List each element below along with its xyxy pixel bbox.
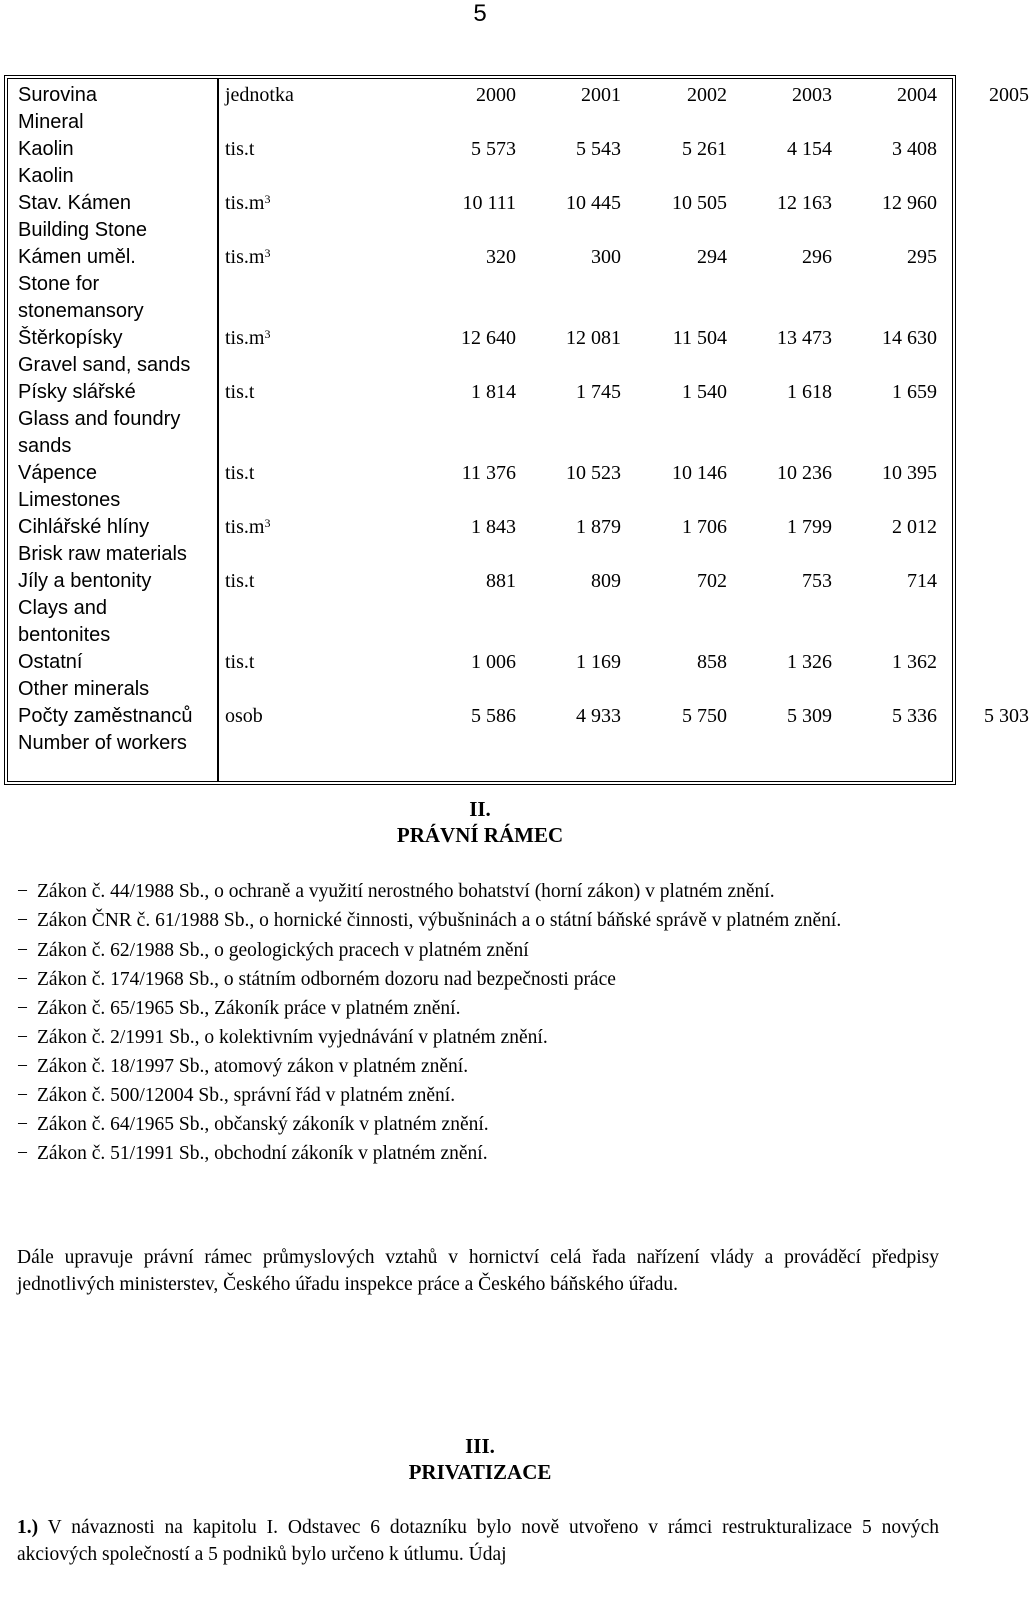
page-number: 5 <box>473 0 487 27</box>
dash-bullet-icon: − <box>17 1027 28 1048</box>
value-cell: 5 261 <box>682 138 727 160</box>
value-cell: 14 630 <box>882 327 937 349</box>
table-row <box>219 703 1029 730</box>
unit-cell <box>225 190 270 217</box>
law-item: − Zákon č. 65/1965 Sb., Zákoník práce v platném znění. <box>17 994 939 1023</box>
value-cell: 13 473 <box>777 327 832 349</box>
mineral-name: Gravel sand, sands <box>18 354 191 376</box>
value-cell: 881 <box>486 570 516 592</box>
table-row <box>219 325 952 352</box>
dash-bullet-icon: − <box>17 1056 28 1077</box>
value-cell: 1 540 <box>682 381 727 403</box>
mineral-name: Kaolin <box>18 138 74 160</box>
legal-paragraph: Dále upravuje právní rámec průmyslových vztahů v hornictví celá řada nařízení vlády a prováděcí předpisy jednotlivých ministerstev, Českého úřadu inspekce práce a Českého báňského úřadu. <box>17 1247 939 1295</box>
value-cell: 10 111 <box>462 192 516 214</box>
year-header: 2001 <box>581 84 621 106</box>
privatization-item-label: 1.) <box>17 1517 39 1538</box>
value-cell: 858 <box>697 651 727 673</box>
value-cell: 809 <box>591 570 621 592</box>
unit-label: tis.t <box>225 381 255 403</box>
dash-bullet-icon: − <box>17 1114 28 1135</box>
unit-cell <box>225 244 270 271</box>
value-cell: 1 843 <box>471 516 516 538</box>
unit-cell <box>225 649 254 676</box>
table-header-row <box>219 82 1029 109</box>
year-header: 2003 <box>792 84 832 106</box>
value-cell: 11 376 <box>461 462 516 484</box>
unit-cell <box>225 379 254 406</box>
mineral-header-label: Surovina <box>18 84 97 106</box>
value-cell: 12 640 <box>461 327 516 349</box>
value-cell: 296 <box>802 246 832 268</box>
year-header: 2005 <box>989 84 1029 106</box>
value-cell: 320 <box>486 246 516 268</box>
mineral-name: stonemansory <box>18 300 144 322</box>
mineral-header-label: Mineral <box>18 111 84 133</box>
dash-bullet-icon: − <box>17 1085 28 1106</box>
mineral-name: Stav. Kámen <box>18 192 132 214</box>
value-cell: 753 <box>802 570 832 592</box>
value-cell: 10 395 <box>882 462 937 484</box>
unit-cell <box>225 568 254 595</box>
value-cell: 5 543 <box>576 138 621 160</box>
value-cell: 1 362 <box>892 651 937 673</box>
value-cell: 1 659 <box>892 381 937 403</box>
mineral-name: Kámen uměl. <box>18 246 136 268</box>
section-3-number: III. <box>465 1434 495 1458</box>
mineral-name: Ostatní <box>18 651 83 673</box>
mineral-name: Stone for <box>18 273 100 295</box>
value-cell: 714 <box>907 570 937 592</box>
mineral-name: Kaolin <box>18 165 74 187</box>
value-cell: 1 706 <box>682 516 727 538</box>
value-cell: 1 879 <box>576 516 621 538</box>
value-cell: 12 081 <box>566 327 621 349</box>
value-cell: 5 586 <box>471 705 516 727</box>
mineral-name: Písky slářské <box>18 381 136 403</box>
value-cell: 1 745 <box>576 381 621 403</box>
law-item: − Zákon č. 18/1997 Sb., atomový zákon v platném znění. <box>17 1052 939 1081</box>
value-cell: 5 309 <box>787 705 832 727</box>
mineral-name: bentonites <box>18 624 111 646</box>
value-cell: 10 523 <box>566 462 621 484</box>
unit-cell <box>225 136 254 163</box>
mineral-name: Vápence <box>18 462 97 484</box>
privatization-item <box>17 1514 939 1568</box>
value-cell: 300 <box>591 246 621 268</box>
value-cell: 702 <box>697 570 727 592</box>
values-block <box>218 78 1029 782</box>
section-2-title: PRÁVNÍ RÁMEC <box>396 823 564 847</box>
value-cell: 10 236 <box>777 462 832 484</box>
year-header: 2002 <box>687 84 727 106</box>
section-3-title: PRIVATIZACE <box>408 1460 552 1484</box>
law-item: − Zákon č. 62/1988 Sb., o geologických pracech v platném znění <box>17 936 939 965</box>
mineral-name: Štěrkopísky <box>18 327 123 349</box>
unit-cell <box>225 325 270 352</box>
mineral-name: Limestones <box>18 489 121 511</box>
law-item: − Zákon č. 64/1965 Sb., občanský zákoník v platném znění. <box>17 1110 939 1139</box>
year-header: 2004 <box>897 84 937 106</box>
table-row <box>219 568 952 595</box>
table-row <box>219 379 952 406</box>
unit-label: $tis.m^3$ <box>225 192 271 214</box>
value-cell: 1 799 <box>787 516 832 538</box>
value-cell: 1 814 <box>471 381 516 403</box>
unit-header <box>225 82 294 109</box>
mineral-name: Počty zaměstnanců <box>18 705 193 727</box>
mineral-column <box>7 78 218 782</box>
law-list <box>17 878 939 1168</box>
unit-label: tis.t <box>225 651 255 673</box>
law-item: − Zákon č. 500/12004 Sb., správní řád v platném znění. <box>17 1081 939 1110</box>
unit-cell <box>225 514 270 541</box>
table-row <box>219 460 952 487</box>
mineral-name: Jíly a bentonity <box>18 570 152 592</box>
value-cell: 10 146 <box>672 462 727 484</box>
dash-bullet-icon: − <box>17 969 28 990</box>
value-cell: 1 169 <box>576 651 621 673</box>
unit-label: tis.t <box>225 570 255 592</box>
mineral-name: Brisk raw materials <box>18 543 187 565</box>
mineral-name: sands <box>18 435 72 457</box>
value-cell: 10 445 <box>566 192 621 214</box>
value-cell: 12 960 <box>882 192 937 214</box>
dash-bullet-icon: − <box>17 1143 28 1164</box>
table-row <box>219 244 952 271</box>
value-cell: 4 933 <box>576 705 621 727</box>
value-cell: 1 618 <box>787 381 832 403</box>
law-item: − Zákon č. 2/1991 Sb., o kolektivním vyjednávání v platném znění. <box>17 1023 939 1052</box>
dash-bullet-icon: − <box>17 881 28 902</box>
value-cell: 1 326 <box>787 651 832 673</box>
value-cell: 294 <box>697 246 727 268</box>
value-cell: 11 504 <box>672 327 727 349</box>
unit-label: tis.t <box>225 138 255 160</box>
year-header: 2000 <box>476 84 516 106</box>
table-row <box>219 136 952 163</box>
table-row <box>219 514 952 541</box>
mineral-name: Glass and foundry <box>18 408 181 430</box>
unit-label: $tis.m^3$ <box>225 246 271 268</box>
law-item: − Zákon ČNR č. 61/1988 Sb., o hornické činnosti, výbušninách a o státní báňské správě v platném znění. <box>17 907 939 934</box>
value-cell: 3 408 <box>892 138 937 160</box>
law-item: − Zákon č. 174/1968 Sb., o státním odborném dozoru nad bezpečnosti práce <box>17 965 939 994</box>
value-cell: 5 336 <box>892 705 937 727</box>
mineral-name: Other minerals <box>18 678 150 700</box>
dash-bullet-icon: − <box>17 998 28 1019</box>
unit-label: tis.t <box>225 462 255 484</box>
table-row <box>219 190 952 217</box>
mineral-name: Clays and <box>18 597 107 619</box>
value-cell: 5 303 <box>984 705 1029 727</box>
dash-bullet-icon: − <box>17 940 28 961</box>
unit-label: osob <box>225 705 263 727</box>
table-row <box>219 649 952 676</box>
section-2-number: II. <box>469 797 491 821</box>
value-cell: 5 750 <box>682 705 727 727</box>
privatization-item-text: V návaznosti na kapitolu I. Odstavec 6 dotazníku bylo nově utvořeno v rámci restrukturalizace 5 nových akciových společností a 5 podniků bylo určeno k útlumu. Údaj <box>17 1517 939 1565</box>
value-cell: 2 012 <box>892 516 937 538</box>
unit-label: $tis.m^3$ <box>225 516 271 538</box>
mineral-name: Cihlářské hlíny <box>18 516 150 538</box>
unit-label: $tis.m^3$ <box>225 327 271 349</box>
value-cell: 10 505 <box>672 192 727 214</box>
unit-cell <box>225 703 263 730</box>
value-cell: 1 006 <box>471 651 516 673</box>
value-cell: 12 163 <box>777 192 832 214</box>
unit-header-label: jednotka <box>225 84 294 106</box>
mineral-name: Number of workers <box>18 732 187 754</box>
unit-cell <box>225 460 254 487</box>
minerals-table <box>4 75 1029 785</box>
dash-bullet-icon: − <box>17 910 28 931</box>
value-cell: 295 <box>907 246 937 268</box>
value-cell: 5 573 <box>471 138 516 160</box>
value-cell: 4 154 <box>787 138 832 160</box>
law-item: − Zákon č. 44/1988 Sb., o ochraně a využití nerostného bohatství (horní zákon) v platném znění. <box>17 878 939 905</box>
law-item: − Zákon č. 51/1991 Sb., obchodní zákoník v platném znění. <box>17 1139 939 1168</box>
mineral-name: Building Stone <box>18 219 147 241</box>
